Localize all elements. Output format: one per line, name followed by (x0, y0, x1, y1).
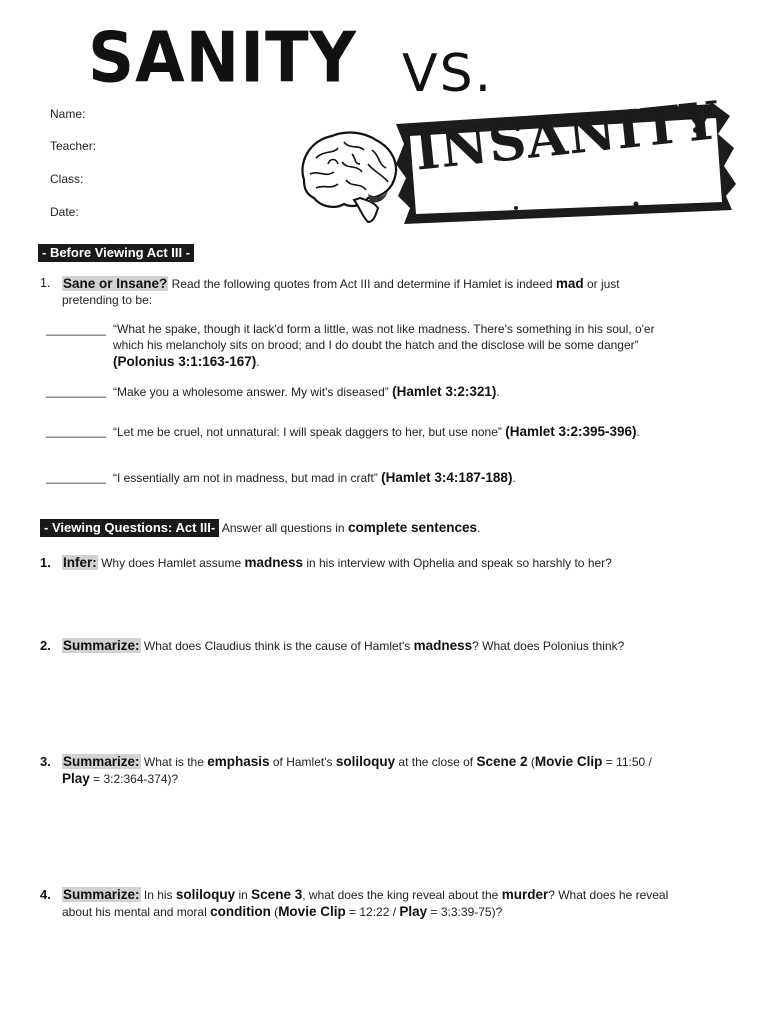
viewing-questions-heading: - Viewing Questions: Act III- (40, 519, 219, 537)
title-insanity: INSANITY (412, 90, 723, 183)
quote2-citation: (Hamlet 3:2:321) (392, 384, 497, 399)
quote1-blank[interactable]: _________ (46, 322, 107, 336)
before-viewing-heading: - Before Viewing Act III - (38, 244, 194, 262)
class-field-label: Class: (50, 172, 84, 186)
vq1-label: Infer: (63, 555, 97, 570)
vq4-prompt-cont: about his mental and moral condition (Movie Clip = 12:22 / Play = 3:3:39-75)? (62, 904, 503, 919)
quote1-citation: (Polonius 3:1:163-167) (113, 354, 257, 369)
quote1-line1: “What he spake, though it lack'd form a little, was not like madness. There's something in his soul, o'er (113, 322, 655, 336)
vq2-label: Summarize: (63, 638, 140, 653)
q1-label: Sane or Insane? (63, 276, 168, 291)
date-field-label: Date: (50, 205, 79, 219)
quote2-blank[interactable]: _________ (46, 384, 107, 398)
brain-icon (294, 128, 402, 226)
vq1-prompt: Infer: Why does Hamlet assume madness in his interview with Ophelia and speak so harshly to her? (63, 555, 612, 570)
vq3-number: 3. (40, 754, 51, 769)
vq3-prompt-cont: Play = 3:2:364-374)? (62, 771, 179, 786)
quote3-line: “Let me be cruel, not unnatural: I will speak daggers to her, but use none” (Hamlet 3:2:395-396). (113, 424, 640, 439)
quote4-citation: (Hamlet 3:4:187-188) (381, 470, 513, 485)
quote2-line: “Make you a wholesome answer. My wit's diseased” (Hamlet 3:2:321). (113, 384, 500, 399)
q1-number: 1. (40, 276, 51, 290)
quote3-blank[interactable]: _________ (46, 424, 107, 438)
quote4-line: “I essentially am not in madness, but mad in craft” (Hamlet 3:4:187-188). (113, 470, 516, 485)
vq4-prompt: Summarize: In his soliloquy in Scene 3, what does the king reveal about the murder? What does he reveal (63, 887, 669, 902)
q1-prompt: Sane or Insane? Read the following quotes from Act III and determine if Hamlet is indeed mad or just (63, 276, 620, 291)
teacher-field-label: Teacher: (50, 139, 97, 153)
title-sanity: SANITY (88, 19, 357, 99)
vq4-label: Summarize: (63, 887, 140, 902)
quote3-citation: (Hamlet 3:2:395-396) (505, 424, 637, 439)
viewing-heading-row: - Viewing Questions: Act III- Answer all questions in complete sentences. (40, 519, 480, 537)
title-vs: VS. (402, 44, 494, 104)
q1-prompt-cont: pretending to be: (62, 293, 153, 307)
vq2-prompt: Summarize: What does Claudius think is the cause of Hamlet's madness? What does Polonius think? (63, 638, 625, 653)
quote1-citation-row: (Polonius 3:1:163-167). (113, 354, 260, 369)
quote4-blank[interactable]: _________ (46, 470, 107, 484)
vq2-number: 2. (40, 638, 51, 653)
vq3-prompt: Summarize: What is the emphasis of Hamlet's soliloquy at the close of Scene 2 (Movie Clip = 11:50 / (63, 754, 652, 769)
vq4-number: 4. (40, 887, 51, 902)
vq1-number: 1. (40, 555, 51, 570)
name-field-label: Name: (50, 107, 86, 121)
vq3-label: Summarize: (63, 754, 140, 769)
quote1-line2: which his melancholy sits on brood; and I do doubt the hatch and the disclose will be some danger” (113, 338, 639, 352)
